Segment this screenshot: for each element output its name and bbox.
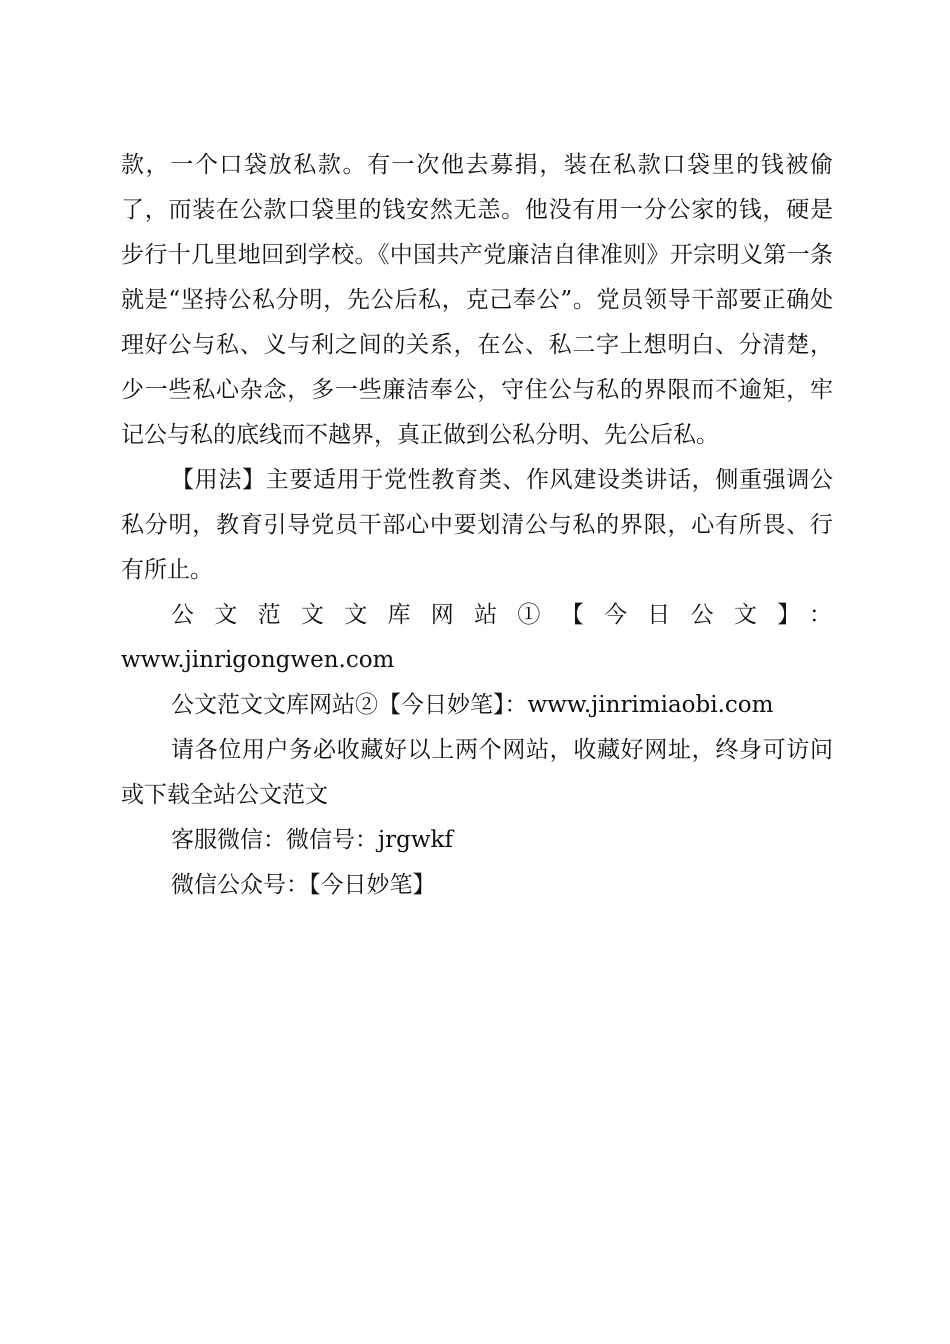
usage-paragraph: 【用法】主要适用于党性教育类、作风建设类讲话，侧重强调公私分明，教育引导党员干部心中要划清公与私的界限，心有所畏、行有所止。 (121, 467, 833, 583)
site2-line: 公文范文文库网站②【今日妙笔】：www.jinrimiaobi.com (171, 692, 774, 718)
service-wechat: 客服微信：微信号：jrgwkf (171, 827, 453, 853)
official-account: 微信公众号：【今日妙笔】 (171, 872, 436, 898)
site1-url: www.jinrigongwen.com (121, 647, 395, 673)
document-body (121, 143, 833, 908)
notice-paragraph: 请各位用户务必收藏好以上两个网站，收藏好网址，终身可访问或下载全站公文范文 (121, 737, 833, 808)
body-paragraph: 款，一个口袋放私款。有一次他去募捐，装在私款口袋里的钱被偷了，而装在公款口袋里的钱安然无恙。他没有用一分公家的钱，硬是步行十几里地回到学校。《中国共产党廉洁自律准则》开宗明义第一条就是“坚持公私分明，先公后私，克己奉公”。党员领导干部要正确处理好公与私、义与利之间的关系，在公、私二字上想明白、分清楚，少一些私心杂念，多一些廉洁奉公，守住公与私的界限而不逾矩，牢记公与私的底线而不越界，真正做到公私分明、先公后私。 (121, 152, 833, 448)
site1-label: 公文范文文库网站①【今日公文】： (171, 602, 833, 628)
